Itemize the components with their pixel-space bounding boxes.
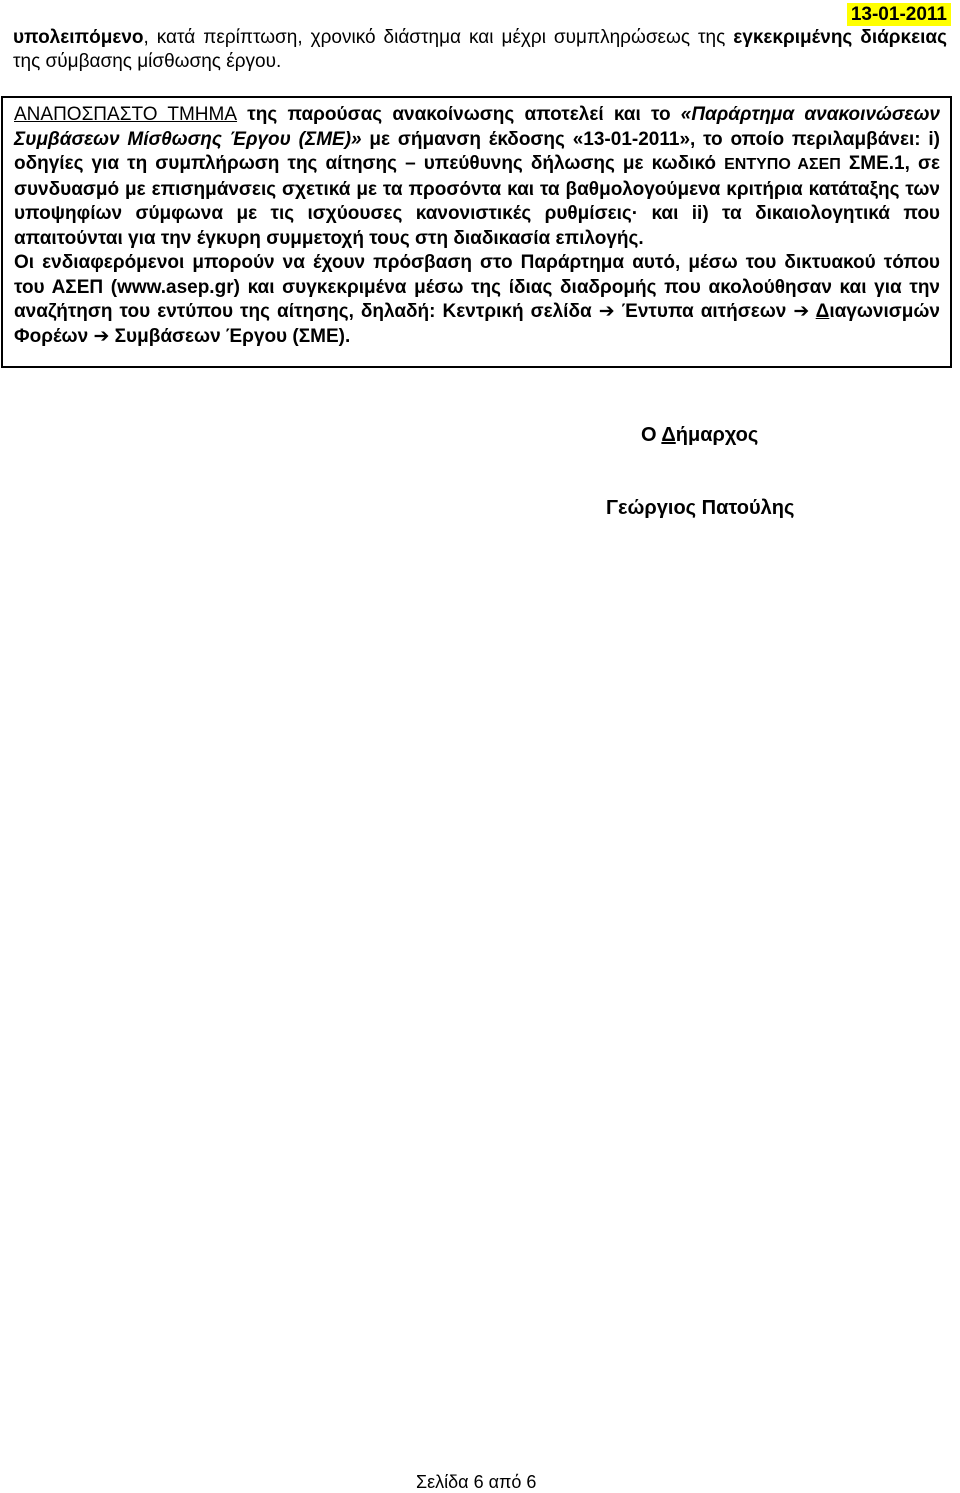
intro-bold-3: εγκεκριμένης διάρκειας [733,27,947,48]
intro-paragraph [13,26,947,74]
annex-notice-box [1,96,952,368]
signature-title-initial: Δ [661,424,676,446]
annex-paragraph-2 [14,251,940,349]
path-step-1: Έντυπα αιτήσεων [614,301,794,322]
path-step-2-rest: ιαγωνισμών Φορέων [14,301,940,347]
access-text: Οι ενδιαφερόμενοι μπορούν να έχουν πρόσβαση στο Παράρτημα αυτό, μέσω του δικτυακού τόπου του ΑΣΕΠ (www.asep.gr) και συγκεκριμένα μέσω της ίδιας διαδρομής που ακολούθησαν και για την αναζήτηση του εντύπου της αίτησης, δηλαδή: Κεντρική σελίδα [14,252,940,322]
intro-text-2: , κατά περίπτωση, χρονικό διάστημα και μέχρι συμπληρώσεως της [143,27,734,48]
path-step-3: Συμβάσεων Έργου (ΣΜΕ). [109,325,351,347]
signature-title [641,424,758,447]
annex-italic-ref: «Παράρτημα ανακοινώσεων Συμβάσεων Μίσθωσης Έργου (ΣΜΕ)» [14,104,940,150]
arrow-icon: ➔ [793,301,810,322]
intro-text-4: της σύμβασης μίσθωσης έργου. [13,51,282,72]
annex-text-3: , σε συνδυασμό με επισημάνσεις σχετικά με τα προσόντα και τα βαθμολογούμενα κριτήρια κατάταξης των υποψηφίων σύμφωνα με τις ισχύουσες κανονιστικές ρυθμίσεις· και ii) τα δικαιολογητικά που απαιτούνται για την έγκυρη συμμετοχή τους στη διαδικασία επιλογής. [14,153,941,249]
path-step-2-initial: Δ [815,301,830,322]
signature-title-prefix: Ο [641,424,662,446]
annex-paragraph-1 [14,103,940,251]
date-badge: 13-01-2011 [847,3,951,26]
annex-heading: ΑΝΑΠΟΣΠΑΣΤΟ ΤΜΗΜΑ [14,104,238,125]
signature-name: Γεώργιος Πατούλης [606,497,795,519]
signature-title-rest: ήμαρχος [675,424,759,446]
form-code-prefix: ΕΝΤΥΠΟ ΑΣΕΠ [724,156,841,173]
form-code-rest: ΣΜΕ.1 [840,153,905,174]
annex-text-1: της παρούσας ανακοίνωσης αποτελεί και το [237,104,681,125]
arrow-icon: ➔ [93,325,110,347]
intro-bold-1: υπολειπόμενο [13,27,144,48]
page-footer: Σελίδα 6 από 6 [416,1472,537,1492]
annex-text-2: με σήμανση έκδοσης «13-01-2011», το οποίο περιλαμβάνει: i) οδηγίες για τη συμπλήρωση της αίτησης – υπεύθυνης δήλωσης με κωδικό [14,128,940,174]
arrow-icon: ➔ [598,301,615,322]
